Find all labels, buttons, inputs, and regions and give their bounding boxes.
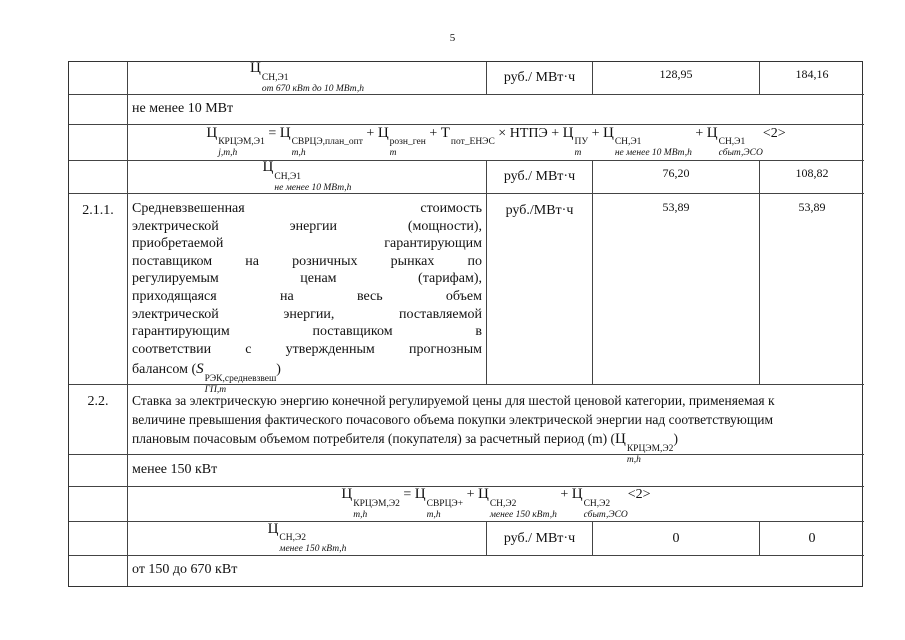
tariff-symbol: Ц СН,Э1 не менее 10 МВт,h	[262, 159, 352, 193]
formula-cell	[128, 487, 864, 522]
item-description: Средневзвешенная стоимость электрической энергии (мощности), приобретаемой гарантирующим поставщиком на розничных рынках по регулируемым ценам (тарифам), приходящаяся на весь объем электрической энергии, поставляемой гарантирующим поставщиком в соответствии с утвержденным прогнозным балансом (S РЭК,средневзвеш ГП,m )	[128, 194, 487, 385]
unit-cell: руб./ МВт·ч	[487, 522, 593, 556]
value-cell: 53,89	[760, 194, 864, 385]
page-number: 5	[449, 32, 456, 44]
price-formula: Ц КРЦЭМ,Э2 m,h = Ц СВРЦЭ+ m,h + Ц СН,Э2 менее 150 кВт,h + Ц СН,Э2 сбыт,ЭСО <2>	[341, 486, 651, 520]
value-cell: 184,16	[760, 62, 864, 95]
number-cell	[69, 556, 128, 586]
unit-cell: руб./ МВт·ч	[487, 62, 593, 95]
item-description: Ставка за электрическую энергию конечной регулируемой цены для шестой ценовой категории, применяемая к величине превышения фактического почасового объема покупки электрической энергии над соответствующим плановым почасовым объемом потребителя (покупателя) за расчетный период (m) (Ц КРЦЭМ,Э2 m,h )	[128, 385, 864, 455]
price-formula: Ц КРЦЭМ,Э1 j,m,h = Ц СВРЦЭ,план_опт m,h + Ц розн_ген m + Т пот_ЕНЭС × НТПЭ + Ц ПУ m + Ц СН,Э1 не менее 10 МВт,h + Ц СН,Э1 сбыт,ЭСО <2>	[206, 124, 786, 159]
value-cell: 53,89	[593, 194, 760, 385]
value-cell: 108,82	[760, 161, 864, 194]
tariff-symbol: Ц КРЦЭМ,Э2 m,h	[614, 431, 674, 465]
number-cell	[69, 95, 128, 125]
tariff-symbol: Ц СН,Э1 от 670 кВт до 10 МВт,h	[250, 60, 364, 94]
tariff-table	[68, 61, 863, 587]
symbol-cell	[128, 522, 487, 556]
value-cell: 128,95	[593, 62, 760, 95]
table-row-symbol-cell	[69, 62, 128, 95]
unit-cell: руб./МВт·ч	[487, 194, 593, 385]
formula-cell	[128, 125, 864, 161]
symbol-cell	[128, 161, 487, 194]
number-cell	[69, 161, 128, 194]
power-range-label: не менее 10 МВт	[128, 95, 864, 125]
tariff-symbol: Ц СН,Э2 менее 150 кВт,h	[267, 520, 347, 555]
number-cell	[69, 522, 128, 556]
value-cell: 76,20	[593, 161, 760, 194]
value-cell: 0	[760, 522, 864, 556]
number-cell	[69, 455, 128, 487]
item-number: 2.2.	[69, 385, 128, 455]
symbol-cell	[128, 62, 487, 95]
number-cell	[69, 487, 128, 522]
value-cell: 0	[593, 522, 760, 556]
item-number: 2.1.1.	[69, 194, 128, 385]
power-range-label: от 150 до 670 кВт	[132, 562, 238, 577]
unit-cell: руб./ МВт·ч	[487, 161, 593, 194]
balance-symbol: S РЭК,средневзвеш ГП,m	[196, 361, 277, 395]
power-range-label: менее 150 кВт	[128, 455, 864, 487]
number-cell	[69, 125, 128, 161]
